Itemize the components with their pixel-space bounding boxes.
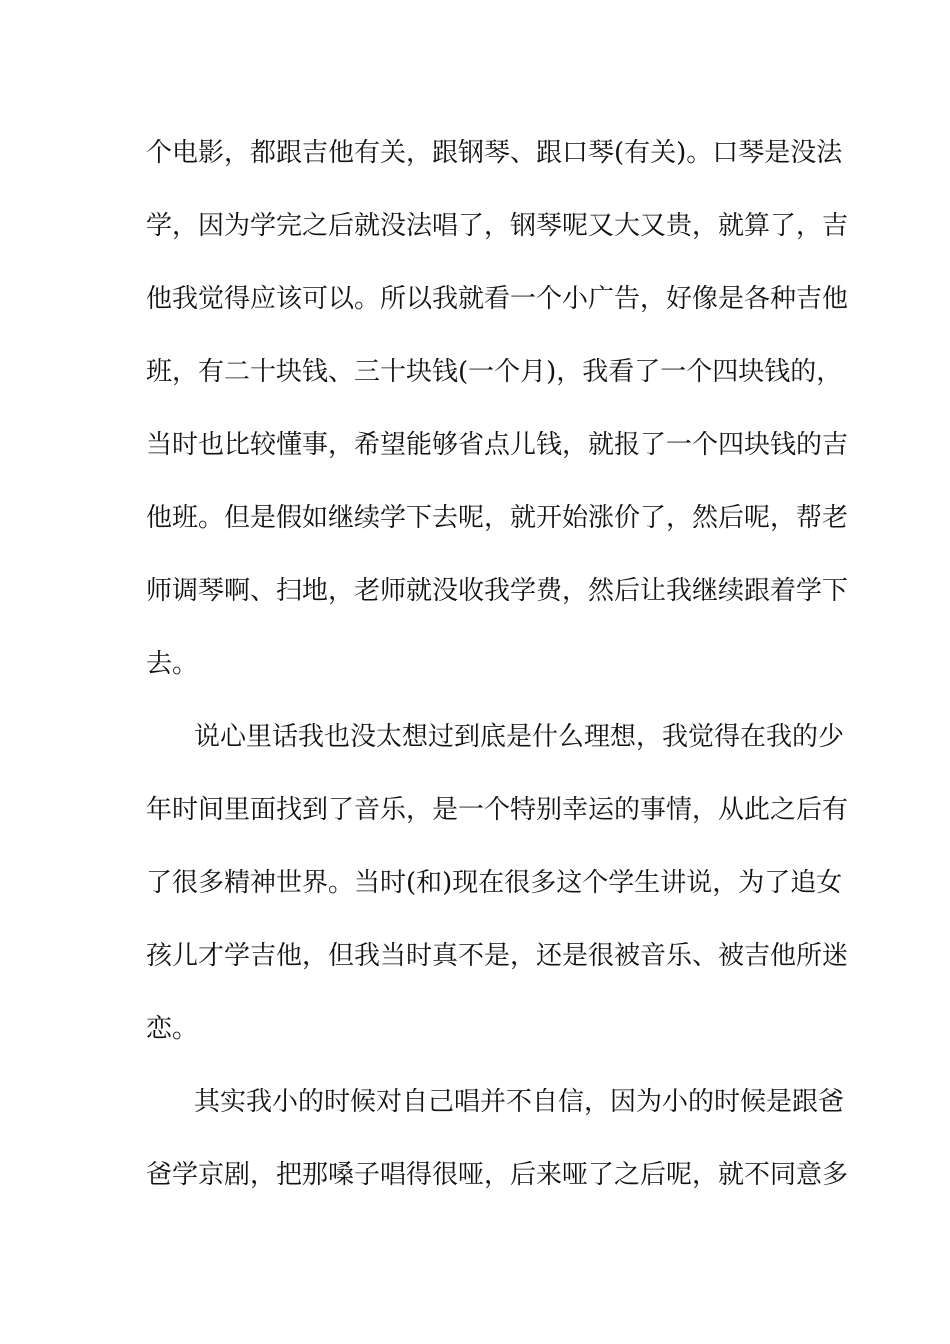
text-line: 年时间里面找到了音乐，是一个特别幸运的事情，从此之后有 (146, 795, 849, 825)
text-line: 个电影，都跟吉他有关，跟钢琴、跟口琴(有关)。口琴是没法 (146, 138, 843, 168)
text-line: 其实我小的时候对自己唱并不自信，因为小的时候是跟爸 (194, 1087, 845, 1117)
document-body (146, 128, 849, 1223)
text-line: 当时也比较懂事，希望能够省点儿钱，就报了一个四块钱的吉 (146, 430, 849, 460)
text-line: 他班。但是假如继续学下去呢，就开始涨价了，然后呢，帮老 (146, 503, 849, 533)
text-line: 了很多精神世界。当时(和)现在很多这个学生讲说，为了追女 (146, 868, 843, 898)
text-line: 孩儿才学吉他，但我当时真不是，还是很被音乐、被吉他所迷 (146, 941, 849, 971)
text-line: 班，有二十块钱、三十块钱(一个月)，我看了一个四块钱的， (146, 357, 843, 387)
text-line: 师调琴啊、扫地，老师就没收我学费，然后让我继续跟着学下 (146, 576, 849, 606)
text-line: 恋。 (146, 1014, 199, 1044)
text-line: 说心里话我也没太想过到底是什么理想，我觉得在我的少 (194, 722, 845, 752)
text-line: 爸学京剧，把那嗓子唱得很哑，后来哑了之后呢，就不同意多 (146, 1160, 849, 1190)
text-line: 去。 (146, 649, 199, 679)
text-line: 他我觉得应该可以。所以我就看一个小广告，好像是各种吉他 (146, 284, 849, 314)
text-line: 学，因为学完之后就没法唱了，钢琴呢又大又贵，就算了，吉 (146, 211, 849, 241)
